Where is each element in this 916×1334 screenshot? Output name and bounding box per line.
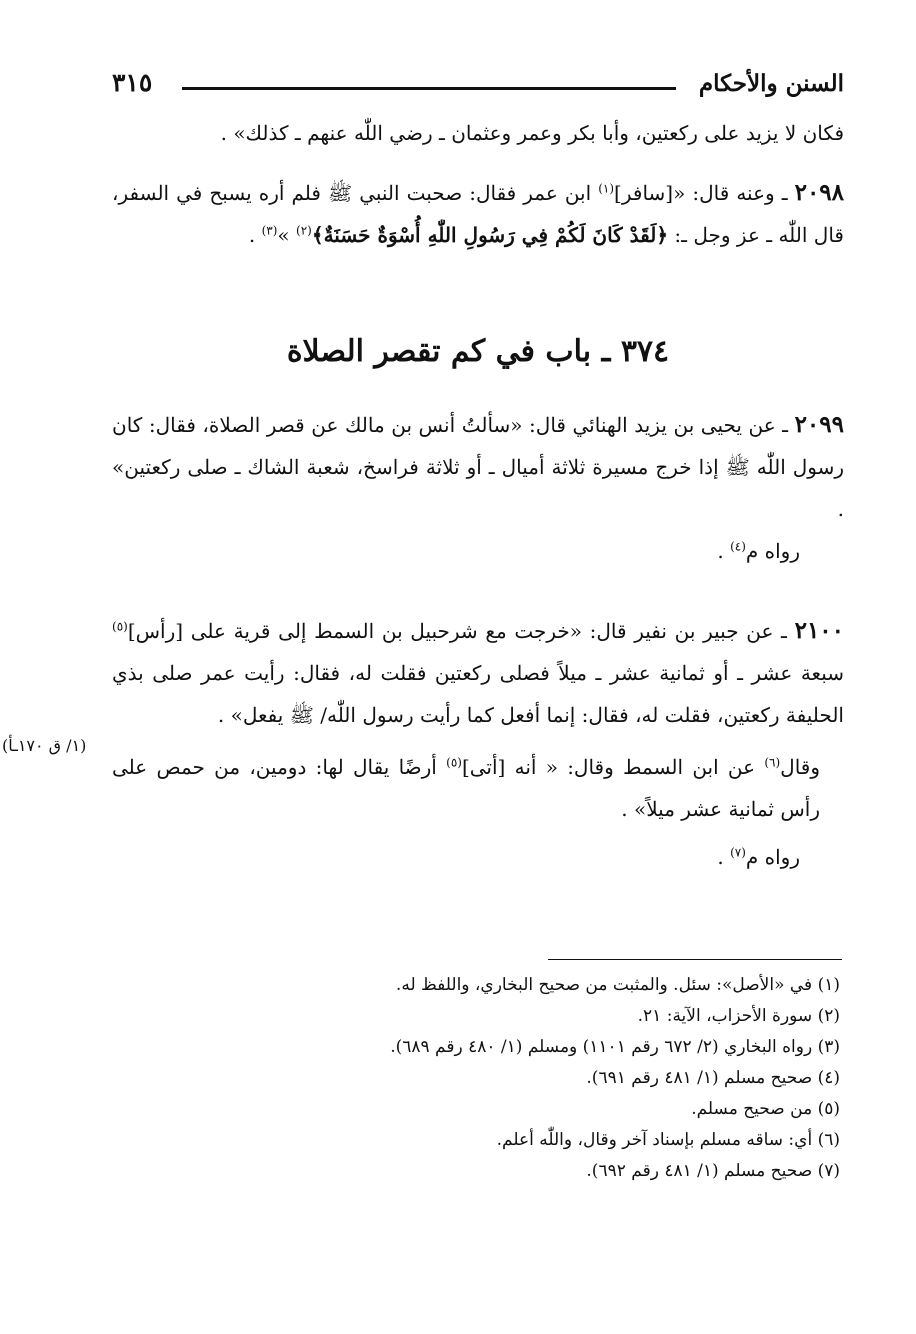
hadith-text: ـ عن يحيى بن يزيد الهنائي قال: «سألتُ أنس بن مالك عن قصر الصلاة، فقال: كان رسول اللّٰه ﷺ إذا خرج مسيرة ثلاثة أميال ـ أو ثلاثة فراسخ، شعبة الشاك ـ صلى ركعتين» . <box>112 413 844 521</box>
footnote-ref: (٧) <box>730 845 746 860</box>
hadith-2098 <box>112 172 844 256</box>
rawah-text: رواه م <box>745 845 800 869</box>
footnote-ref: (٣) <box>261 223 278 238</box>
footnote: (٣) رواه البخاري (٢/ ٦٧٢ رقم ١١٠١) ومسلم (١/ ٤٨٠ رقم ٦٨٩). <box>390 1037 840 1057</box>
footnote-ref: (٥) <box>446 755 462 770</box>
manuscript-margin-note: (١/ ق ١٧٠ـأ) <box>2 736 87 755</box>
footnote-ref: (١) <box>598 181 615 196</box>
hadith-2099 <box>112 404 844 572</box>
wa-qal: وقال <box>780 755 821 779</box>
hadith-2100-text <box>112 610 844 736</box>
footnote: (٢) سورة الأحزاب، الآية: ٢١. <box>637 1006 840 1026</box>
rawah-text: رواه م <box>745 539 800 563</box>
footnote: (٧) صحيح مسلم (١/ ٤٨١ رقم ٦٩٢). <box>586 1161 840 1181</box>
quran-verse: ﴿لَقَدْ كَانَ لَكُمْ فِي رَسُولِ اللّٰهِ أُسْوَةٌ حَسَنَةٌ﴾ <box>311 223 669 247</box>
footnote-ref: (٦) <box>764 755 781 770</box>
hadith-text: عن ابن السمط وقال: « أنه [أتى] <box>461 755 765 779</box>
end-mark: . <box>717 539 731 563</box>
page-header <box>112 68 844 108</box>
hadith-text: ـ وعنه قال: «[سافر] <box>614 181 788 205</box>
hadith-text: سبعة عشر ـ أو ثمانية عشر ـ ميلاً فصلى ركعتين فقلت له، فقال: رأيت عمر صلى بذي الحليفة ركعتين، فقلت له، فقال: إنما أفعل كما رأيت رسول اللّٰه/ ﷺ يفعل» . <box>112 661 844 727</box>
footnote: (٥) من صحيح مسلم. <box>691 1099 840 1119</box>
header-rule <box>182 87 676 90</box>
hadith-text: ابن عمر فقال: صحبت النبي ﷺ فلم أره يسبح في السفر، قال اللّٰه ـ عز وجل ـ: <box>112 181 844 247</box>
footnote: (٦) أي: ساقه مسلم بإسناد آخر وقال، واللّٰه أعلم. <box>496 1130 840 1150</box>
continuation-block <box>112 112 844 154</box>
end-mark: . <box>717 845 731 869</box>
chapter-heading: ٣٧٤ ـ باب في كم تقصر الصلاة <box>286 334 670 369</box>
page-number: ٣١٥ <box>112 68 153 97</box>
footnote: (١) في «الأصل»: سئل. والمثبت من صحيح البخاري، واللفظ له. <box>395 975 840 995</box>
footnotes <box>140 970 840 1187</box>
hadith-2100 <box>112 610 844 878</box>
continuation-text: فكان لا يزيد على ركعتين، وأبا بكر وعمر وعثمان ـ رضي اللّٰه عنهم ـ كذلك» . <box>220 121 844 145</box>
footnote: (٤) صحيح مسلم (١/ ٤٨١ رقم ٦٩١). <box>586 1068 840 1088</box>
running-title: السنن والأحكام <box>698 70 844 97</box>
hadith-text: أرضًا يقال لها: دومين، من حمص على رأس ثمانية عشر ميلاً» . <box>112 755 820 821</box>
footnote-ref: (٢) <box>296 223 312 238</box>
hadith-number: ٢٠٩٩ <box>794 411 844 438</box>
hadith-2099-text <box>112 404 844 530</box>
hadith-text: » <box>277 223 297 247</box>
hadith-number: ٢٠٩٨ <box>794 179 845 206</box>
hadith-text: . <box>248 223 262 247</box>
narration-source <box>112 836 844 878</box>
hadith-text: ـ عن جبير بن نفير قال: «خرجت مع شرحبيل بن السمط إلى قرية على [رأس] <box>127 619 787 643</box>
hadith-2100-cont <box>112 746 844 830</box>
narration-source <box>112 530 844 572</box>
hadith-number: ٢١٠٠ <box>794 617 845 644</box>
footnote-separator <box>548 959 842 960</box>
hadith-2098-text <box>112 172 844 256</box>
footnote-ref: (٥) <box>112 619 128 634</box>
footnote-ref: (٤) <box>730 539 746 554</box>
